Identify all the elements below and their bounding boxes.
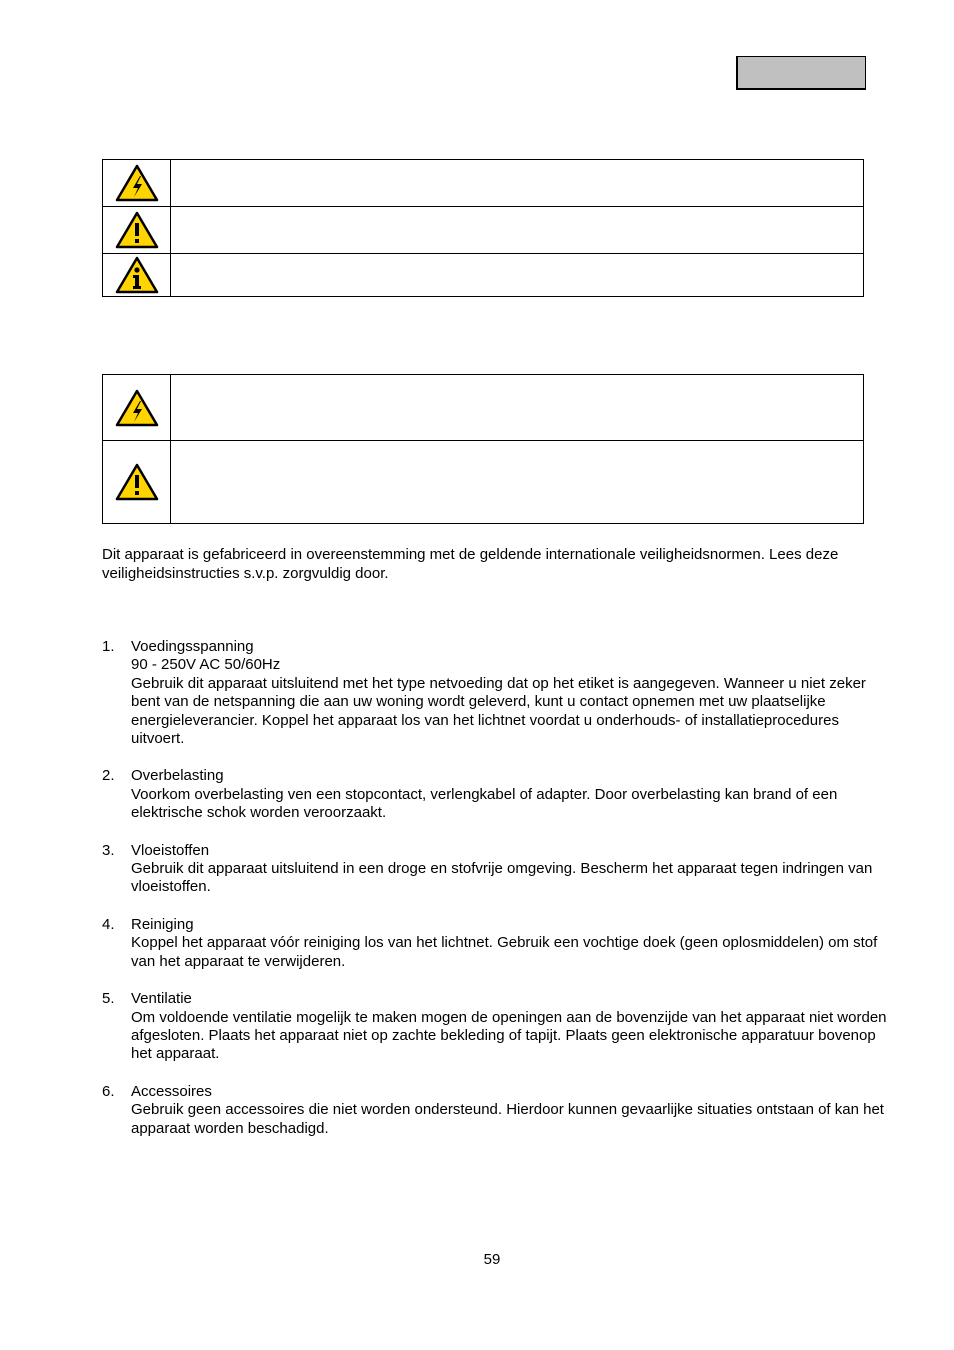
list-item	[102, 767, 887, 822]
symbol-row	[103, 441, 864, 524]
item-body: Gebruik geen accessoires die niet worden ondersteund. Hierdoor kunnen gevaarlijke situaties ontstaan of kan het apparaat worden beschadigd.	[131, 1101, 884, 1137]
item-number: 5.	[102, 990, 115, 1008]
item-body: Om voldoende ventilatie mogelijk te maken mogen de openingen aan de bovenzijde van het apparaat niet worden afgesloten. Plaats het apparaat niet op zachte bekleding of tapijt. Plaats geen elektronische apparatuur bovenop het apparaat.	[131, 1008, 887, 1063]
language-box	[736, 56, 866, 90]
item-number: 2.	[102, 767, 115, 785]
list-item	[102, 638, 887, 748]
intro-paragraph: Dit apparaat is gefabriceerd in overeenstemming met de geldende internationale veiligheidsnormen. Lees deze veiligheidsinstructies s.v.p. zorgvuldig door.	[102, 546, 839, 582]
symbol-description	[171, 441, 864, 524]
symbol-row	[103, 207, 864, 254]
item-title: Ventilatie	[131, 990, 192, 1008]
item-body: Gebruik dit apparaat uitsluitend met het type netvoeding dat op het etiket is aangegeven. Wanneer u niet zeker bent van de netspanning die aan uw woning wordt geleverd, kunt u contact opnemen met uw plaatselijke energieleverancier. Koppel het apparaat los van het lichtnet voordat u onderhouds- of installatieprocedures uitvoert.	[131, 674, 866, 748]
item-title: Voedingsspanning	[131, 638, 254, 655]
warning-icon	[103, 463, 170, 501]
item-number: 4.	[102, 915, 115, 933]
item-body: Koppel het apparaat vóór reiniging los van het lichtnet. Gebruik een vochtige doek (geen oplosmiddelen) om stof van het apparaat te verwijderen.	[131, 934, 878, 970]
item-title: Reiniging	[131, 915, 194, 933]
warning-icon	[103, 211, 170, 249]
item-number: 3.	[102, 841, 115, 859]
item-number: 1.	[102, 638, 115, 655]
list-item	[102, 916, 887, 971]
symbol-row	[103, 254, 864, 297]
list-item	[102, 842, 887, 897]
item-subtitle: 90 - 250V AC 50/60Hz	[131, 656, 281, 674]
symbol-description	[171, 160, 864, 207]
item-title: Vloeistoffen	[131, 841, 210, 859]
list-item	[102, 1083, 887, 1138]
item-title: Accessoires	[131, 1082, 212, 1100]
symbol-description	[171, 207, 864, 254]
symbol-row	[103, 160, 864, 207]
item-body: Gebruik dit apparaat uitsluitend in een droge en stofvrije omgeving. Bescherm het apparaat tegen indringen van vloeistoffen.	[131, 860, 873, 896]
info-icon	[103, 256, 170, 294]
item-number: 6.	[102, 1082, 115, 1100]
item-title: Overbelasting	[131, 767, 224, 785]
symbol-description	[171, 254, 864, 297]
symbol-row	[103, 375, 864, 441]
symbol-table-2	[102, 374, 864, 524]
item-body: Voorkom overbelasting ven een stopcontact, verlengkabel of adapter. Door overbelasting kan brand of een elektrische schok worden veroorzaakt.	[131, 785, 838, 822]
electric-hazard-icon	[103, 389, 170, 427]
symbol-table-1	[102, 159, 864, 297]
list-item	[102, 990, 887, 1064]
safety-instructions-list	[102, 638, 887, 1157]
page-number: 59	[483, 1251, 501, 1268]
symbol-description	[171, 375, 864, 441]
electric-hazard-icon	[103, 164, 170, 202]
